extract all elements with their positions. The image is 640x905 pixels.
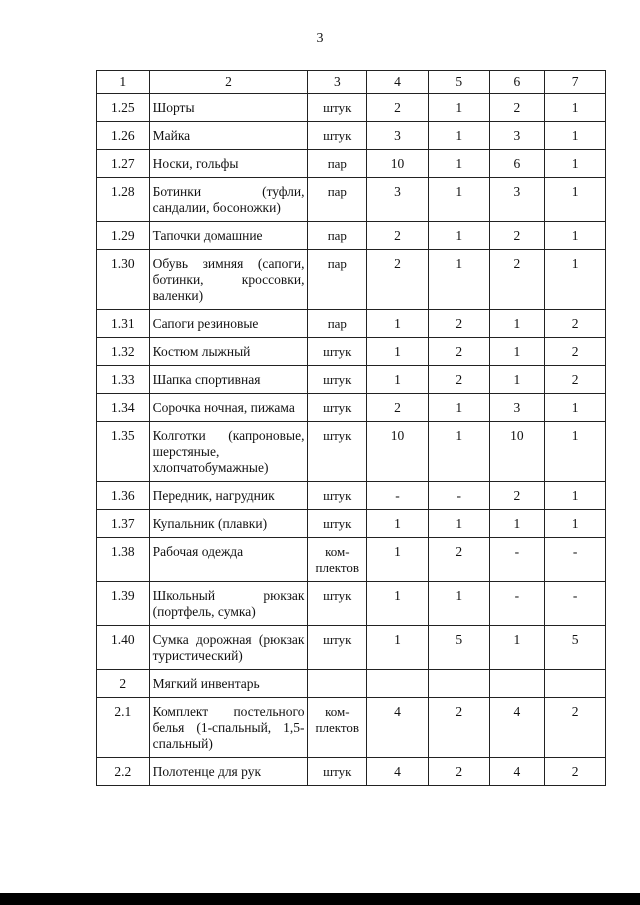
row-number-cell: 2.2 xyxy=(97,758,150,786)
table-row xyxy=(97,510,606,538)
column-header: 2 xyxy=(149,71,308,94)
unit-cell: штук xyxy=(308,758,367,786)
row-number-cell: 1.31 xyxy=(97,310,150,338)
value-cell: 1 xyxy=(489,626,545,670)
item-name-cell: Носки, гольфы xyxy=(149,150,308,178)
value-cell: 2 xyxy=(428,758,489,786)
row-number-cell: 1.33 xyxy=(97,366,150,394)
table-row xyxy=(97,482,606,510)
item-name-cell: Майка xyxy=(149,122,308,150)
row-number-cell: 1.36 xyxy=(97,482,150,510)
supply-norms-table xyxy=(96,70,606,786)
table-row xyxy=(97,250,606,310)
value-cell xyxy=(367,670,429,698)
row-number-cell: 1.26 xyxy=(97,122,150,150)
item-name-cell: Шапка спортивная xyxy=(149,366,308,394)
value-cell: 2 xyxy=(428,698,489,758)
table-row xyxy=(97,758,606,786)
table-row xyxy=(97,626,606,670)
item-name-cell: Костюм лыжный xyxy=(149,338,308,366)
value-cell: 5 xyxy=(428,626,489,670)
value-cell: 1 xyxy=(489,338,545,366)
table-row xyxy=(97,538,606,582)
unit-cell: ком-плектов xyxy=(308,698,367,758)
value-cell: 3 xyxy=(367,178,429,222)
value-cell: 1 xyxy=(428,510,489,538)
value-cell: 1 xyxy=(367,582,429,626)
value-cell: 4 xyxy=(367,698,429,758)
unit-cell: пар xyxy=(308,178,367,222)
row-number-cell: 1.34 xyxy=(97,394,150,422)
value-cell: 3 xyxy=(489,178,545,222)
column-header: 4 xyxy=(367,71,429,94)
table-row xyxy=(97,394,606,422)
value-cell: 1 xyxy=(428,250,489,310)
unit-cell xyxy=(308,670,367,698)
table-row xyxy=(97,94,606,122)
value-cell: 2 xyxy=(489,482,545,510)
value-cell: 1 xyxy=(545,394,606,422)
row-number-cell: 1.25 xyxy=(97,94,150,122)
value-cell: - xyxy=(545,538,606,582)
table-row xyxy=(97,338,606,366)
item-name-cell: Купальник (плавки) xyxy=(149,510,308,538)
value-cell: 2 xyxy=(545,698,606,758)
table-row xyxy=(97,582,606,626)
column-header: 1 xyxy=(97,71,150,94)
unit-cell: штук xyxy=(308,122,367,150)
item-name-cell: Рабочая одежда xyxy=(149,538,308,582)
unit-cell: штук xyxy=(308,626,367,670)
row-number-cell: 1.29 xyxy=(97,222,150,250)
value-cell: 5 xyxy=(545,626,606,670)
value-cell: 4 xyxy=(489,698,545,758)
value-cell: 1 xyxy=(545,222,606,250)
unit-cell: штук xyxy=(308,510,367,538)
row-number-cell: 2.1 xyxy=(97,698,150,758)
row-number-cell: 1.39 xyxy=(97,582,150,626)
value-cell: 2 xyxy=(545,338,606,366)
row-number-cell: 1.37 xyxy=(97,510,150,538)
value-cell: 1 xyxy=(545,122,606,150)
table-row xyxy=(97,122,606,150)
value-cell: 1 xyxy=(428,122,489,150)
value-cell xyxy=(428,670,489,698)
column-header: 6 xyxy=(489,71,545,94)
value-cell: 1 xyxy=(428,222,489,250)
value-cell: 1 xyxy=(367,310,429,338)
item-name-cell: Сумка дорожная (рюкзак туристический) xyxy=(149,626,308,670)
scan-edge-bar xyxy=(0,893,640,905)
value-cell: 2 xyxy=(545,310,606,338)
value-cell: 3 xyxy=(489,394,545,422)
row-number-cell: 1.35 xyxy=(97,422,150,482)
item-name-cell: Тапочки домашние xyxy=(149,222,308,250)
value-cell: 2 xyxy=(428,310,489,338)
item-name-cell: Передник, нагрудник xyxy=(149,482,308,510)
table-body xyxy=(97,94,606,786)
table-row xyxy=(97,366,606,394)
value-cell: 2 xyxy=(489,94,545,122)
item-name-cell: Мягкий инвентарь xyxy=(149,670,308,698)
value-cell: - xyxy=(545,582,606,626)
value-cell: 2 xyxy=(367,94,429,122)
value-cell: 10 xyxy=(489,422,545,482)
value-cell: 2 xyxy=(489,222,545,250)
table-row xyxy=(97,698,606,758)
table-row xyxy=(97,222,606,250)
value-cell: 1 xyxy=(367,366,429,394)
value-cell: 2 xyxy=(545,366,606,394)
table-row xyxy=(97,178,606,222)
value-cell xyxy=(545,670,606,698)
value-cell: 1 xyxy=(489,310,545,338)
value-cell: 1 xyxy=(545,178,606,222)
unit-cell: штук xyxy=(308,366,367,394)
value-cell: 2 xyxy=(428,338,489,366)
row-number-cell: 1.38 xyxy=(97,538,150,582)
value-cell: 1 xyxy=(489,366,545,394)
value-cell: 2 xyxy=(545,758,606,786)
value-cell: 3 xyxy=(367,122,429,150)
value-cell: 6 xyxy=(489,150,545,178)
value-cell: 1 xyxy=(545,150,606,178)
value-cell: 1 xyxy=(545,422,606,482)
value-cell: 2 xyxy=(367,394,429,422)
value-cell: 3 xyxy=(489,122,545,150)
table-row xyxy=(97,150,606,178)
value-cell: 2 xyxy=(428,366,489,394)
value-cell xyxy=(489,670,545,698)
unit-cell: штук xyxy=(308,422,367,482)
item-name-cell: Колготки (капроновые, шерстяные, хлопчатобумажные) xyxy=(149,422,308,482)
value-cell: 4 xyxy=(489,758,545,786)
item-name-cell: Школьный рюкзак (портфель, сумка) xyxy=(149,582,308,626)
unit-cell: штук xyxy=(308,482,367,510)
value-cell: 1 xyxy=(545,94,606,122)
table-row xyxy=(97,422,606,482)
unit-cell: штук xyxy=(308,582,367,626)
value-cell: - xyxy=(489,538,545,582)
column-header: 5 xyxy=(428,71,489,94)
unit-cell: пар xyxy=(308,222,367,250)
row-number-cell: 1.30 xyxy=(97,250,150,310)
row-number-cell: 1.28 xyxy=(97,178,150,222)
value-cell: 1 xyxy=(489,510,545,538)
table-row xyxy=(97,310,606,338)
value-cell: 1 xyxy=(428,394,489,422)
value-cell: 1 xyxy=(367,510,429,538)
row-number-cell: 1.27 xyxy=(97,150,150,178)
item-name-cell: Сорочка ночная, пижама xyxy=(149,394,308,422)
item-name-cell: Ботинки (туфли, сандалии, босоножки) xyxy=(149,178,308,222)
value-cell: 1 xyxy=(367,338,429,366)
value-cell: 1 xyxy=(545,250,606,310)
value-cell: 2 xyxy=(489,250,545,310)
value-cell: - xyxy=(428,482,489,510)
item-name-cell: Обувь зимняя (сапоги, ботинки, кроссовки, валенки) xyxy=(149,250,308,310)
row-number-cell: 1.40 xyxy=(97,626,150,670)
unit-cell: штук xyxy=(308,338,367,366)
item-name-cell: Шорты xyxy=(149,94,308,122)
row-number-cell: 2 xyxy=(97,670,150,698)
value-cell: 1 xyxy=(428,178,489,222)
value-cell: 10 xyxy=(367,422,429,482)
value-cell: 2 xyxy=(367,250,429,310)
value-cell: - xyxy=(367,482,429,510)
unit-cell: штук xyxy=(308,394,367,422)
unit-cell: пар xyxy=(308,250,367,310)
value-cell: 2 xyxy=(428,538,489,582)
value-cell: 1 xyxy=(428,150,489,178)
value-cell: - xyxy=(489,582,545,626)
item-name-cell: Полотенце для рук xyxy=(149,758,308,786)
value-cell: 1 xyxy=(428,94,489,122)
table-header-row xyxy=(97,71,606,94)
value-cell: 10 xyxy=(367,150,429,178)
value-cell: 1 xyxy=(367,538,429,582)
column-header: 7 xyxy=(545,71,606,94)
unit-cell: штук xyxy=(308,94,367,122)
value-cell: 1 xyxy=(545,482,606,510)
page-number: 3 xyxy=(316,31,324,46)
unit-cell: пар xyxy=(308,310,367,338)
item-name-cell: Комплект постельного белья (1-спальный, 1,5-спальный) xyxy=(149,698,308,758)
column-header: 3 xyxy=(308,71,367,94)
row-number-cell: 1.32 xyxy=(97,338,150,366)
value-cell: 4 xyxy=(367,758,429,786)
value-cell: 1 xyxy=(367,626,429,670)
unit-cell: пар xyxy=(308,150,367,178)
unit-cell: ком-плектов xyxy=(308,538,367,582)
item-name-cell: Сапоги резиновые xyxy=(149,310,308,338)
value-cell: 1 xyxy=(428,422,489,482)
value-cell: 1 xyxy=(545,510,606,538)
table-row xyxy=(97,670,606,698)
value-cell: 1 xyxy=(428,582,489,626)
value-cell: 2 xyxy=(367,222,429,250)
